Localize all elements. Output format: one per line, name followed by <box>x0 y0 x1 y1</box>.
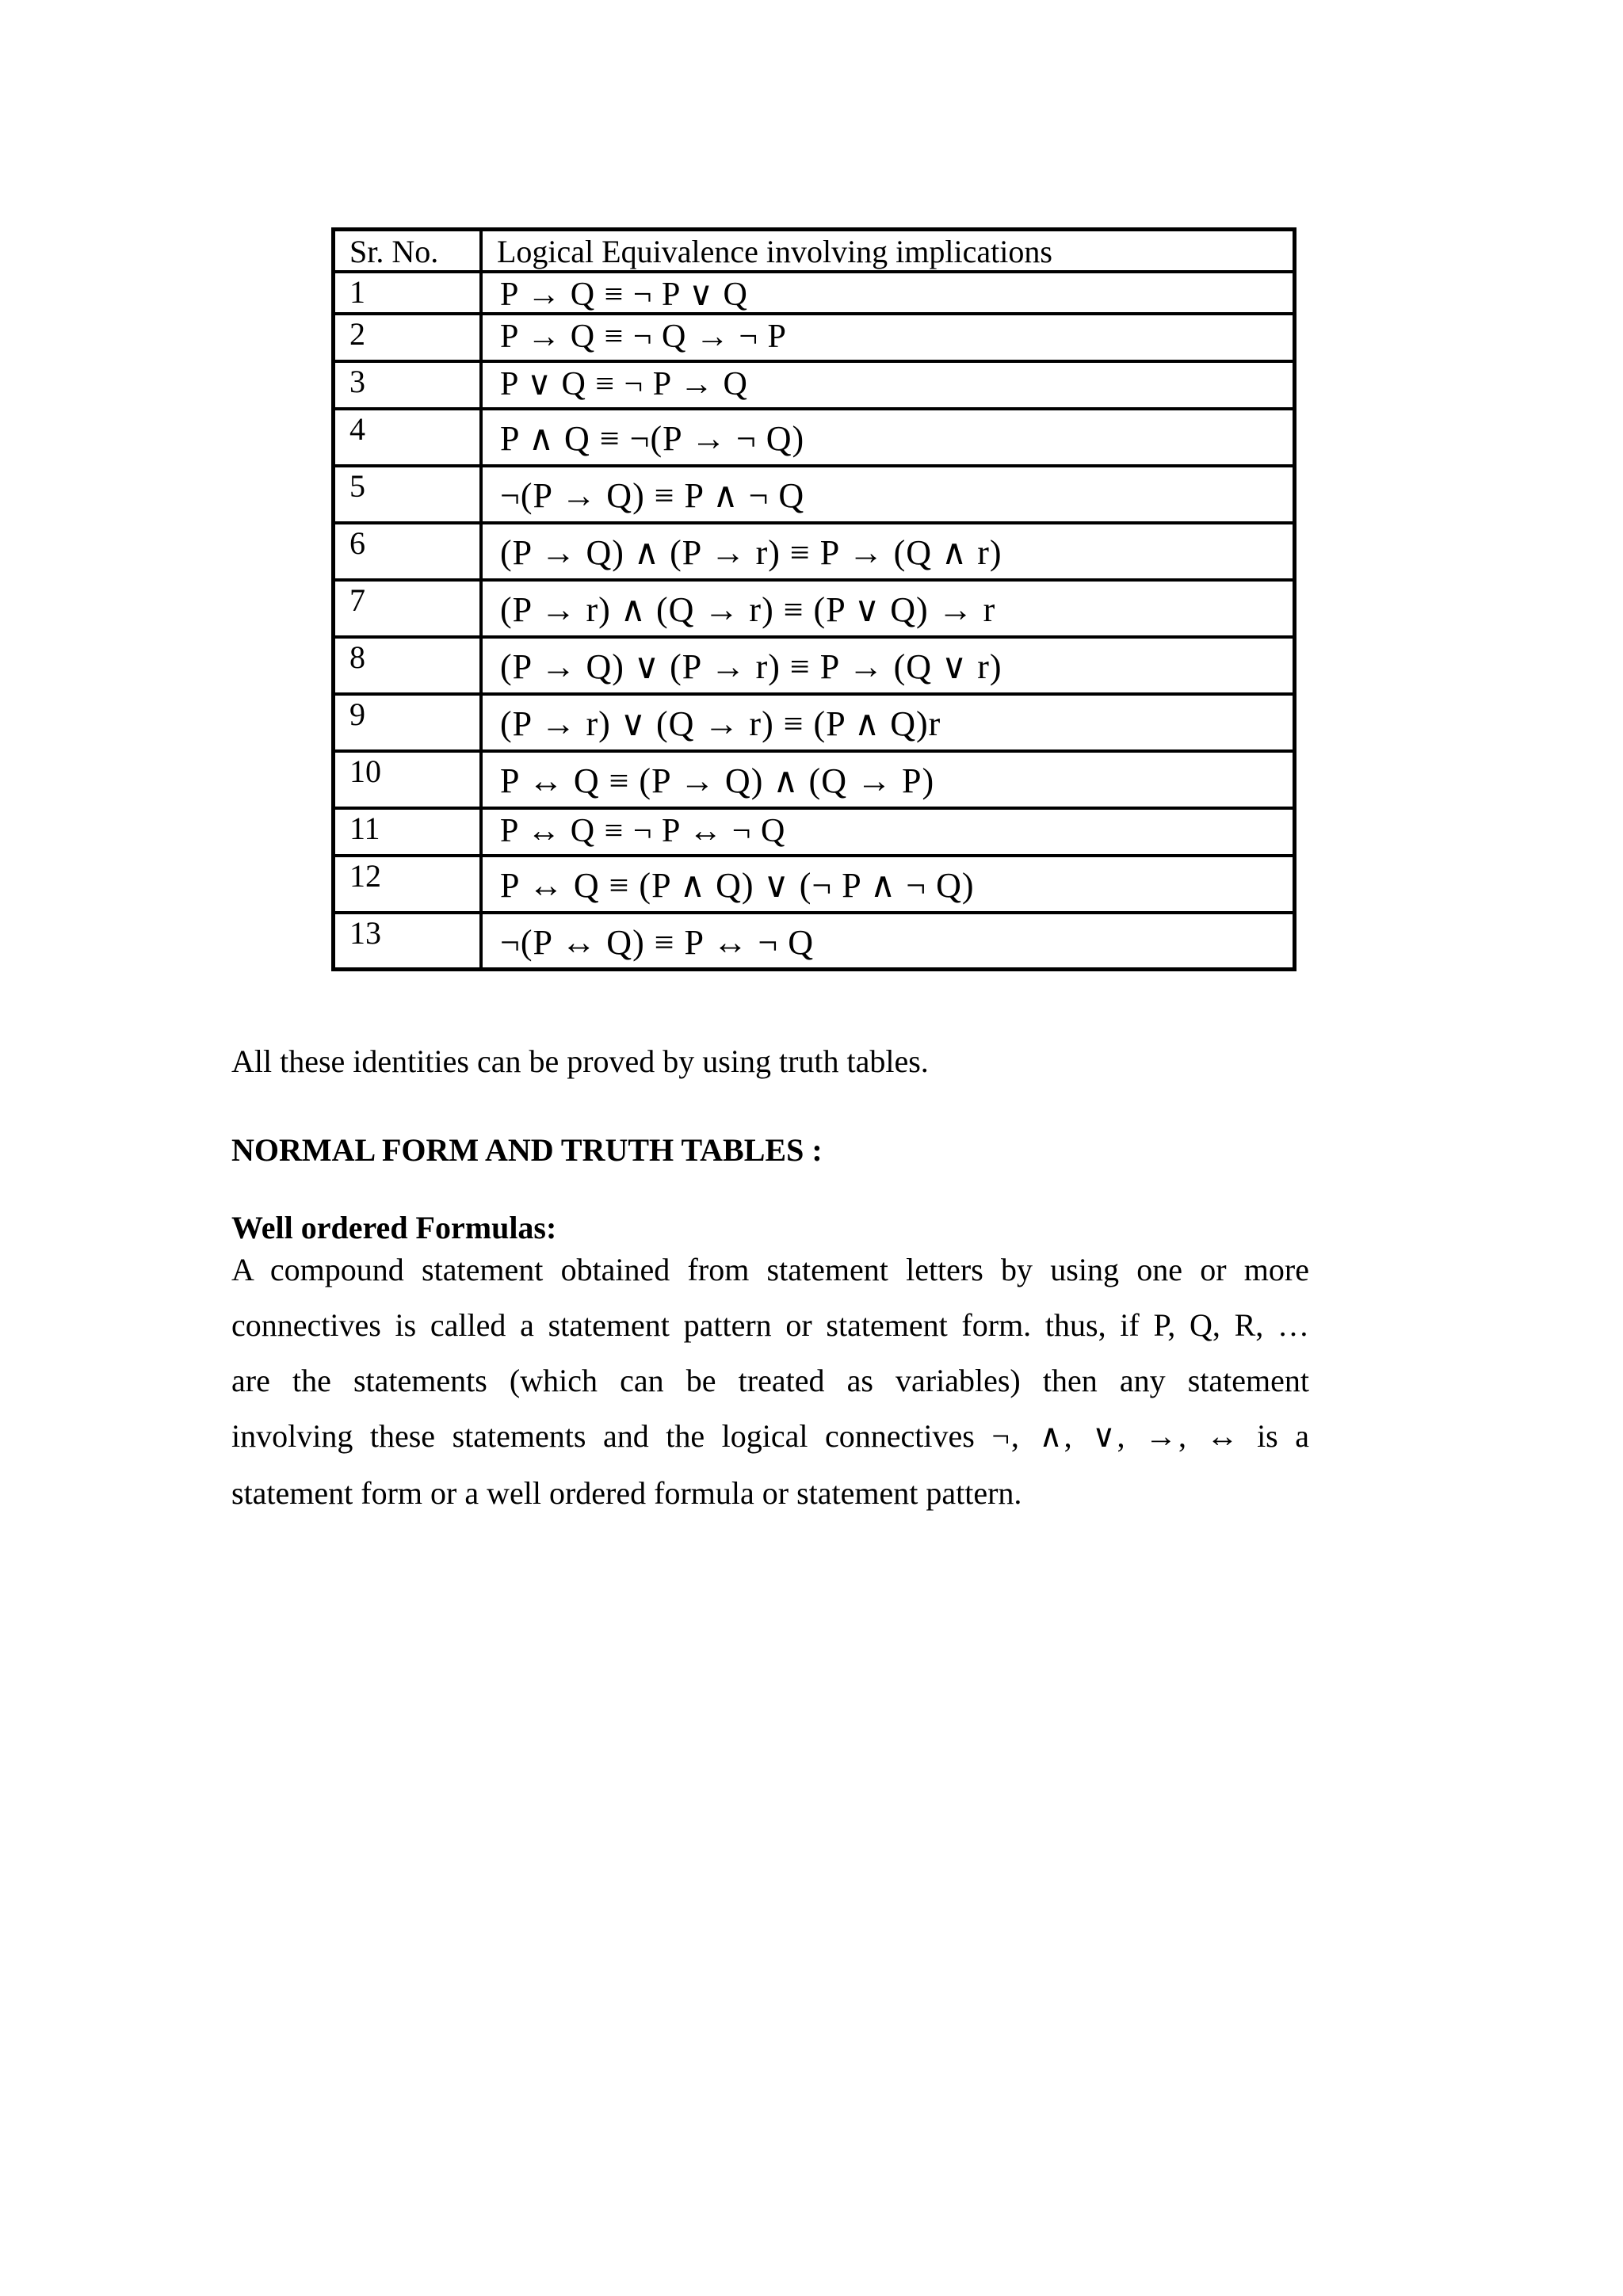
table-row <box>334 637 1295 694</box>
paragraph-line-1: A compound statement obtained from statement letters by using one or more <box>231 1252 1309 1287</box>
paragraph-line-3: are the statements (which can be treated as variables) then any statement <box>231 1363 1309 1398</box>
table-row <box>334 856 1295 913</box>
section-heading: NORMAL FORM AND TRUTH TABLES : <box>231 1132 823 1168</box>
table-header-row <box>334 230 1295 272</box>
paragraph-line-4-end: is a <box>1257 1418 1310 1454</box>
row-formula: (P → r) ∨ (Q → r) ≡ (P ∧ Q)r <box>481 694 1295 751</box>
row-sr: 10 <box>334 751 482 808</box>
row-formula: (P → Q) ∨ (P → r) ≡ P → (Q ∨ r) <box>481 637 1295 694</box>
subsection-heading: Well ordered Formulas: <box>231 1210 557 1245</box>
table-row <box>334 808 1295 856</box>
paragraph-line-2: connectives is called a statement pattern or statement form. thus, if P, Q, R, … <box>231 1307 1309 1343</box>
table-row <box>334 523 1295 580</box>
paragraph-line-4-start: involving these statements and the logical connectives <box>231 1418 975 1454</box>
row-formula: P ∨ Q ≡ ¬ P → Q <box>481 361 1295 409</box>
row-formula: P ↔ Q ≡ (P ∧ Q) ∨ (¬ P ∧ ¬ Q) <box>481 856 1295 913</box>
table-row <box>334 272 1295 314</box>
row-sr: 9 <box>334 694 482 751</box>
row-sr: 11 <box>334 808 482 856</box>
row-formula: P → Q ≡ ¬ Q → ¬ P <box>481 314 1295 361</box>
row-formula: (P → r) ∧ (Q → r) ≡ (P ∨ Q) → r <box>481 580 1295 637</box>
row-sr: 3 <box>334 361 482 409</box>
row-sr: 7 <box>334 580 482 637</box>
table-row <box>334 694 1295 751</box>
row-sr: 1 <box>334 272 482 314</box>
row-formula: ¬(P ↔ Q) ≡ P ↔ ¬ Q <box>481 913 1295 970</box>
row-formula: P → Q ≡ ¬ P ∨ Q <box>481 272 1295 314</box>
table-row <box>334 580 1295 637</box>
table-row <box>334 913 1295 970</box>
header-sr-no: Sr. No. <box>334 230 482 272</box>
equivalence-table <box>331 227 1296 971</box>
row-sr: 4 <box>334 409 482 466</box>
header-equivalence: Logical Equivalence involving implications <box>481 230 1295 272</box>
paragraph-line-4 <box>231 1409 1309 1464</box>
row-sr: 12 <box>334 856 482 913</box>
row-formula: ¬(P → Q) ≡ P ∧ ¬ Q <box>481 466 1295 523</box>
table-row <box>334 314 1295 361</box>
row-sr: 6 <box>334 523 482 580</box>
connectives-symbols: ¬, ∧, ∨, →, ↔ <box>991 1418 1240 1454</box>
row-formula: P ↔ Q ≡ ¬ P ↔ ¬ Q <box>481 808 1295 856</box>
table-row <box>334 409 1295 466</box>
table-row <box>334 751 1295 808</box>
row-sr: 8 <box>334 637 482 694</box>
table-row <box>334 466 1295 523</box>
table-row <box>334 361 1295 409</box>
proof-note: All these identities can be proved by using truth tables. <box>231 1043 929 1079</box>
row-sr: 2 <box>334 314 482 361</box>
row-sr: 5 <box>334 466 482 523</box>
row-formula: P ↔ Q ≡ (P → Q) ∧ (Q → P) <box>481 751 1295 808</box>
row-formula: P ∧ Q ≡ ¬(P → ¬ Q) <box>481 409 1295 466</box>
row-sr: 13 <box>334 913 482 970</box>
row-formula: (P → Q) ∧ (P → r) ≡ P → (Q ∧ r) <box>481 523 1295 580</box>
paragraph-line-5: statement form or a well ordered formula or statement pattern. <box>231 1475 1022 1511</box>
